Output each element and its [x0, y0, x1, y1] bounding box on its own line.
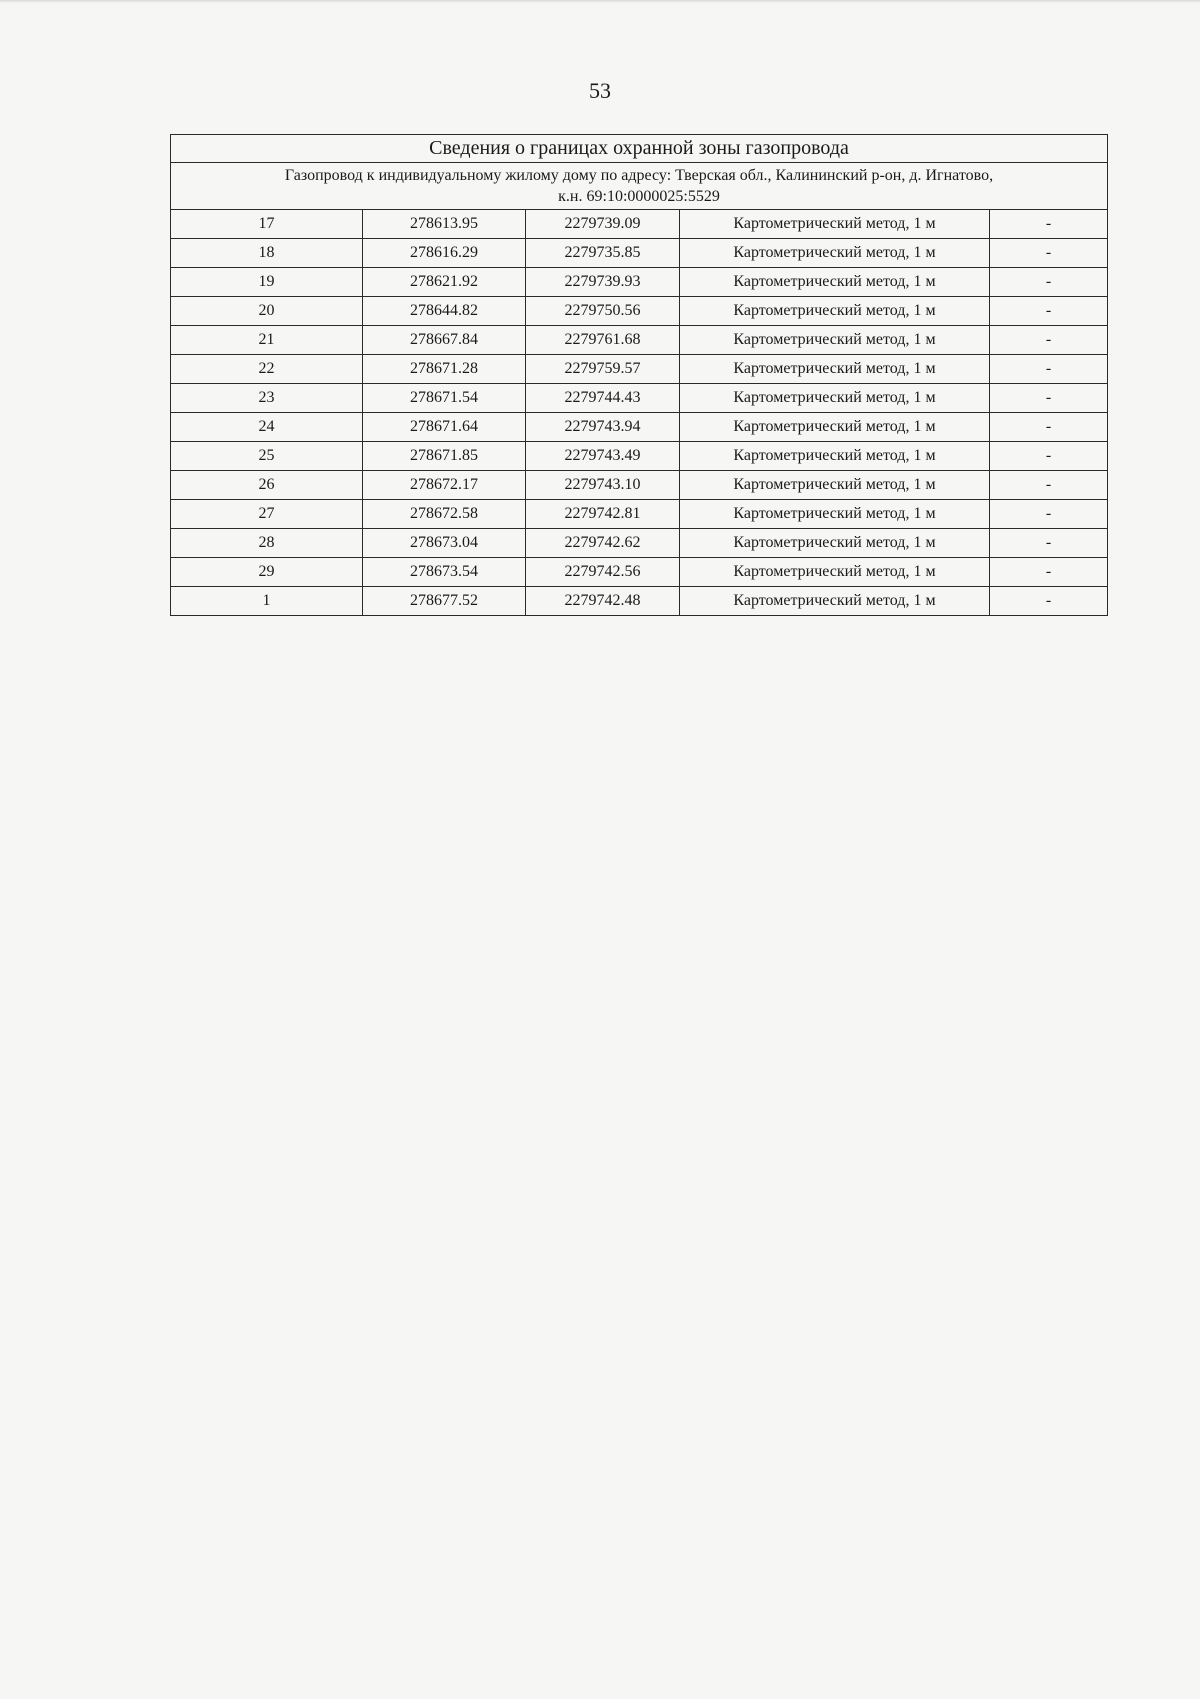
method-cell: Картометрический метод, 1 м [680, 558, 990, 587]
x-coordinate-cell: 278672.58 [363, 500, 526, 529]
y-coordinate-cell: 2279743.49 [526, 442, 680, 471]
extra-cell: - [990, 326, 1108, 355]
x-coordinate-cell: 278673.04 [363, 529, 526, 558]
point-number-cell: 17 [171, 210, 363, 239]
scan-edge [0, 0, 1200, 3]
extra-cell: - [990, 500, 1108, 529]
y-coordinate-cell: 2279742.81 [526, 500, 680, 529]
extra-cell: - [990, 529, 1108, 558]
point-number-cell: 19 [171, 268, 363, 297]
point-number-cell: 20 [171, 297, 363, 326]
method-cell: Картометрический метод, 1 м [680, 326, 990, 355]
table-row [171, 413, 1108, 442]
extra-cell: - [990, 471, 1108, 500]
y-coordinate-cell: 2279742.62 [526, 529, 680, 558]
extra-cell: - [990, 239, 1108, 268]
table-row [171, 210, 1108, 239]
table-row [171, 587, 1108, 616]
point-number-cell: 28 [171, 529, 363, 558]
table-row [171, 297, 1108, 326]
y-coordinate-cell: 2279744.43 [526, 384, 680, 413]
x-coordinate-cell: 278671.64 [363, 413, 526, 442]
table-subtitle [171, 163, 1108, 210]
x-coordinate-cell: 278673.54 [363, 558, 526, 587]
table-row [171, 529, 1108, 558]
point-number-cell: 24 [171, 413, 363, 442]
table-row [171, 239, 1108, 268]
table-row [171, 326, 1108, 355]
table-row [171, 268, 1108, 297]
table-row [171, 355, 1108, 384]
extra-cell: - [990, 297, 1108, 326]
extra-cell: - [990, 384, 1108, 413]
y-coordinate-cell: 2279739.93 [526, 268, 680, 297]
method-cell: Картометрический метод, 1 м [680, 297, 990, 326]
x-coordinate-cell: 278672.17 [363, 471, 526, 500]
point-number-cell: 18 [171, 239, 363, 268]
protection-zone-table [170, 134, 1108, 616]
x-coordinate-cell: 278621.92 [363, 268, 526, 297]
method-cell: Картометрический метод, 1 м [680, 268, 990, 297]
y-coordinate-cell: 2279739.09 [526, 210, 680, 239]
extra-cell: - [990, 558, 1108, 587]
table-row [171, 471, 1108, 500]
point-number-cell: 27 [171, 500, 363, 529]
table-title-row [171, 135, 1108, 163]
method-cell: Картометрический метод, 1 м [680, 442, 990, 471]
method-cell: Картометрический метод, 1 м [680, 210, 990, 239]
y-coordinate-cell: 2279743.94 [526, 413, 680, 442]
x-coordinate-cell: 278671.28 [363, 355, 526, 384]
x-coordinate-cell: 278677.52 [363, 587, 526, 616]
y-coordinate-cell: 2279742.48 [526, 587, 680, 616]
point-number-cell: 25 [171, 442, 363, 471]
y-coordinate-cell: 2279735.85 [526, 239, 680, 268]
method-cell: Картометрический метод, 1 м [680, 239, 990, 268]
method-cell: Картометрический метод, 1 м [680, 355, 990, 384]
point-number-cell: 21 [171, 326, 363, 355]
table-row [171, 384, 1108, 413]
page-number: 53 [589, 78, 611, 103]
method-cell: Картометрический метод, 1 м [680, 471, 990, 500]
x-coordinate-cell: 278613.95 [363, 210, 526, 239]
y-coordinate-cell: 2279759.57 [526, 355, 680, 384]
point-number-cell: 29 [171, 558, 363, 587]
x-coordinate-cell: 278667.84 [363, 326, 526, 355]
method-cell: Картометрический метод, 1 м [680, 587, 990, 616]
point-number-cell: 1 [171, 587, 363, 616]
method-cell: Картометрический метод, 1 м [680, 529, 990, 558]
x-coordinate-cell: 278644.82 [363, 297, 526, 326]
table-row [171, 442, 1108, 471]
extra-cell: - [990, 268, 1108, 297]
table-title: Сведения о границах охранной зоны газопровода [171, 135, 1108, 163]
extra-cell: - [990, 355, 1108, 384]
x-coordinate-cell: 278671.54 [363, 384, 526, 413]
x-coordinate-cell: 278671.85 [363, 442, 526, 471]
method-cell: Картометрический метод, 1 м [680, 384, 990, 413]
method-cell: Картометрический метод, 1 м [680, 500, 990, 529]
table-row [171, 558, 1108, 587]
subtitle-line-2: к.н. 69:10:0000025:5529 [558, 188, 720, 205]
extra-cell: - [990, 587, 1108, 616]
extra-cell: - [990, 210, 1108, 239]
point-number-cell: 23 [171, 384, 363, 413]
table-row [171, 500, 1108, 529]
subtitle-line-1: Газопровод к индивидуальному жилому дому по адресу: Тверская обл., Калининский р-он, д. Игнатово, [284, 167, 994, 184]
y-coordinate-cell: 2279742.56 [526, 558, 680, 587]
point-number-cell: 26 [171, 471, 363, 500]
x-coordinate-cell: 278616.29 [363, 239, 526, 268]
extra-cell: - [990, 413, 1108, 442]
point-number-cell: 22 [171, 355, 363, 384]
table-body [171, 135, 1108, 616]
table-subtitle-row [171, 163, 1108, 210]
y-coordinate-cell: 2279743.10 [526, 471, 680, 500]
y-coordinate-cell: 2279761.68 [526, 326, 680, 355]
y-coordinate-cell: 2279750.56 [526, 297, 680, 326]
extra-cell: - [990, 442, 1108, 471]
method-cell: Картометрический метод, 1 м [680, 413, 990, 442]
